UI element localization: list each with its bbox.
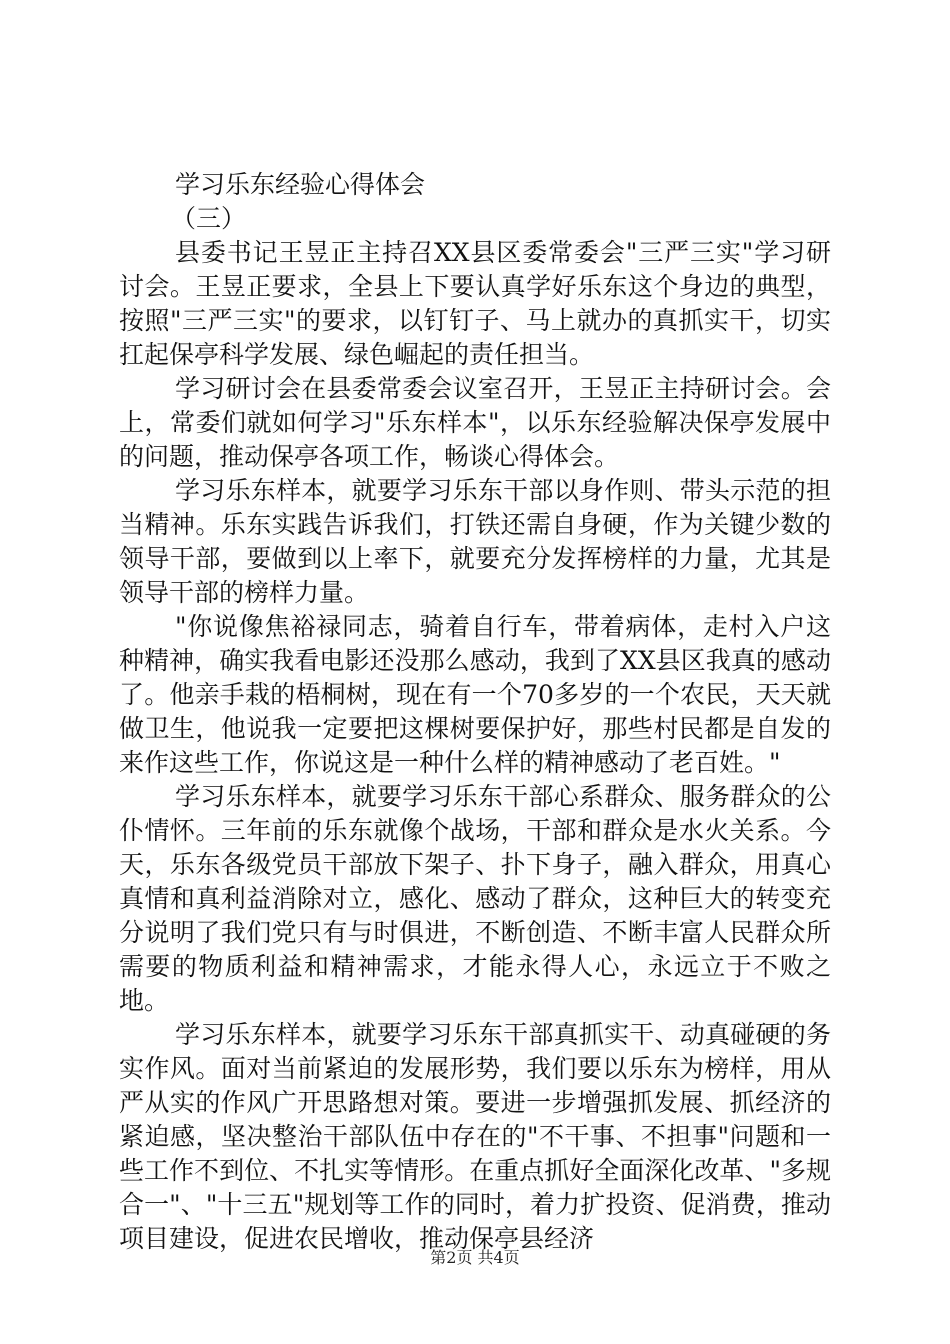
paragraph-1: 县委书记王昱正主持召XX县区委常委会"三严三实"学习研讨会。王昱正要求，全县上下要认真学好乐东这个身边的典型，按照"三严三实"的要求，以钉钉子、马上就办的真抓实干，切实扛起保亭科学发展、绿色崛起的责任担当。 [119, 238, 831, 369]
paragraph-3: 学习乐东样本，就要学习乐东干部以身作则、带头示范的担当精神。乐东实践告诉我们，打铁还需自身硬，作为关键少数的领导干部，要做到以上率下，就要充分发挥榜样的力量，尤其是领导干部的榜样力量。 [119, 476, 831, 607]
paragraph-2: 学习研讨会在县委常委会议室召开，王昱正主持研讨会。会上，常委们就如何学习"乐东样本"，以乐东经验解决保亭发展中的问题，推动保亭各项工作，畅谈心得体会。 [119, 374, 831, 471]
page-footer: 第2页 共4页 [430, 1248, 520, 1267]
paragraph-5: 学习乐东样本，就要学习乐东干部心系群众、服务群众的公仆情怀。三年前的乐东就像个战场，干部和群众是水火关系。今天，乐东各级党员干部放下架子、扑下身子，融入群众，用真心真情和真利益消除对立，感化、感动了群众，这种巨大的转变充分说明了我们党只有与时俱进，不断创造、不断丰富人民群众所需要的物质利益和精神需求，才能永得人心，永远立于不败之地。 [119, 782, 831, 1015]
document-subtitle: （三） [171, 204, 247, 233]
paragraph-6: 学习乐东样本，就要学习乐东干部真抓实干、动真碰硬的务实作风。面对当前紧迫的发展形势，我们要以乐东为榜样，用从严从实的作风广开思路想对策。要进一步增强抓发展、抓经济的紧迫感，坚决整治干部队伍中存在的"不干事、不担事"问题和一些工作不到位、不扎实等情形。在重点抓好全面深化改革、"多规合一"、"十三五"规划等工作的同时，着力扩投资、促消费，推动项目建设，促进农民增收，推动保亭县经济 [119, 1020, 831, 1253]
paragraph-4: "你说像焦裕禄同志，骑着自行车，带着病体，走村入户这种精神，确实我看电影还没那么感动，我到了XX县区我真的感动了。他亲手栽的梧桐树，现在有一个70多岁的一个农民，天天就做卫生，他说我一定要把这棵树要保护好，那些村民都是自发的来作这些工作，你说这是一种什么样的精神感动了老百姓。" [119, 612, 831, 777]
document-body [119, 168, 831, 1256]
document-title: 学习乐东经验心得体会 [175, 170, 426, 199]
